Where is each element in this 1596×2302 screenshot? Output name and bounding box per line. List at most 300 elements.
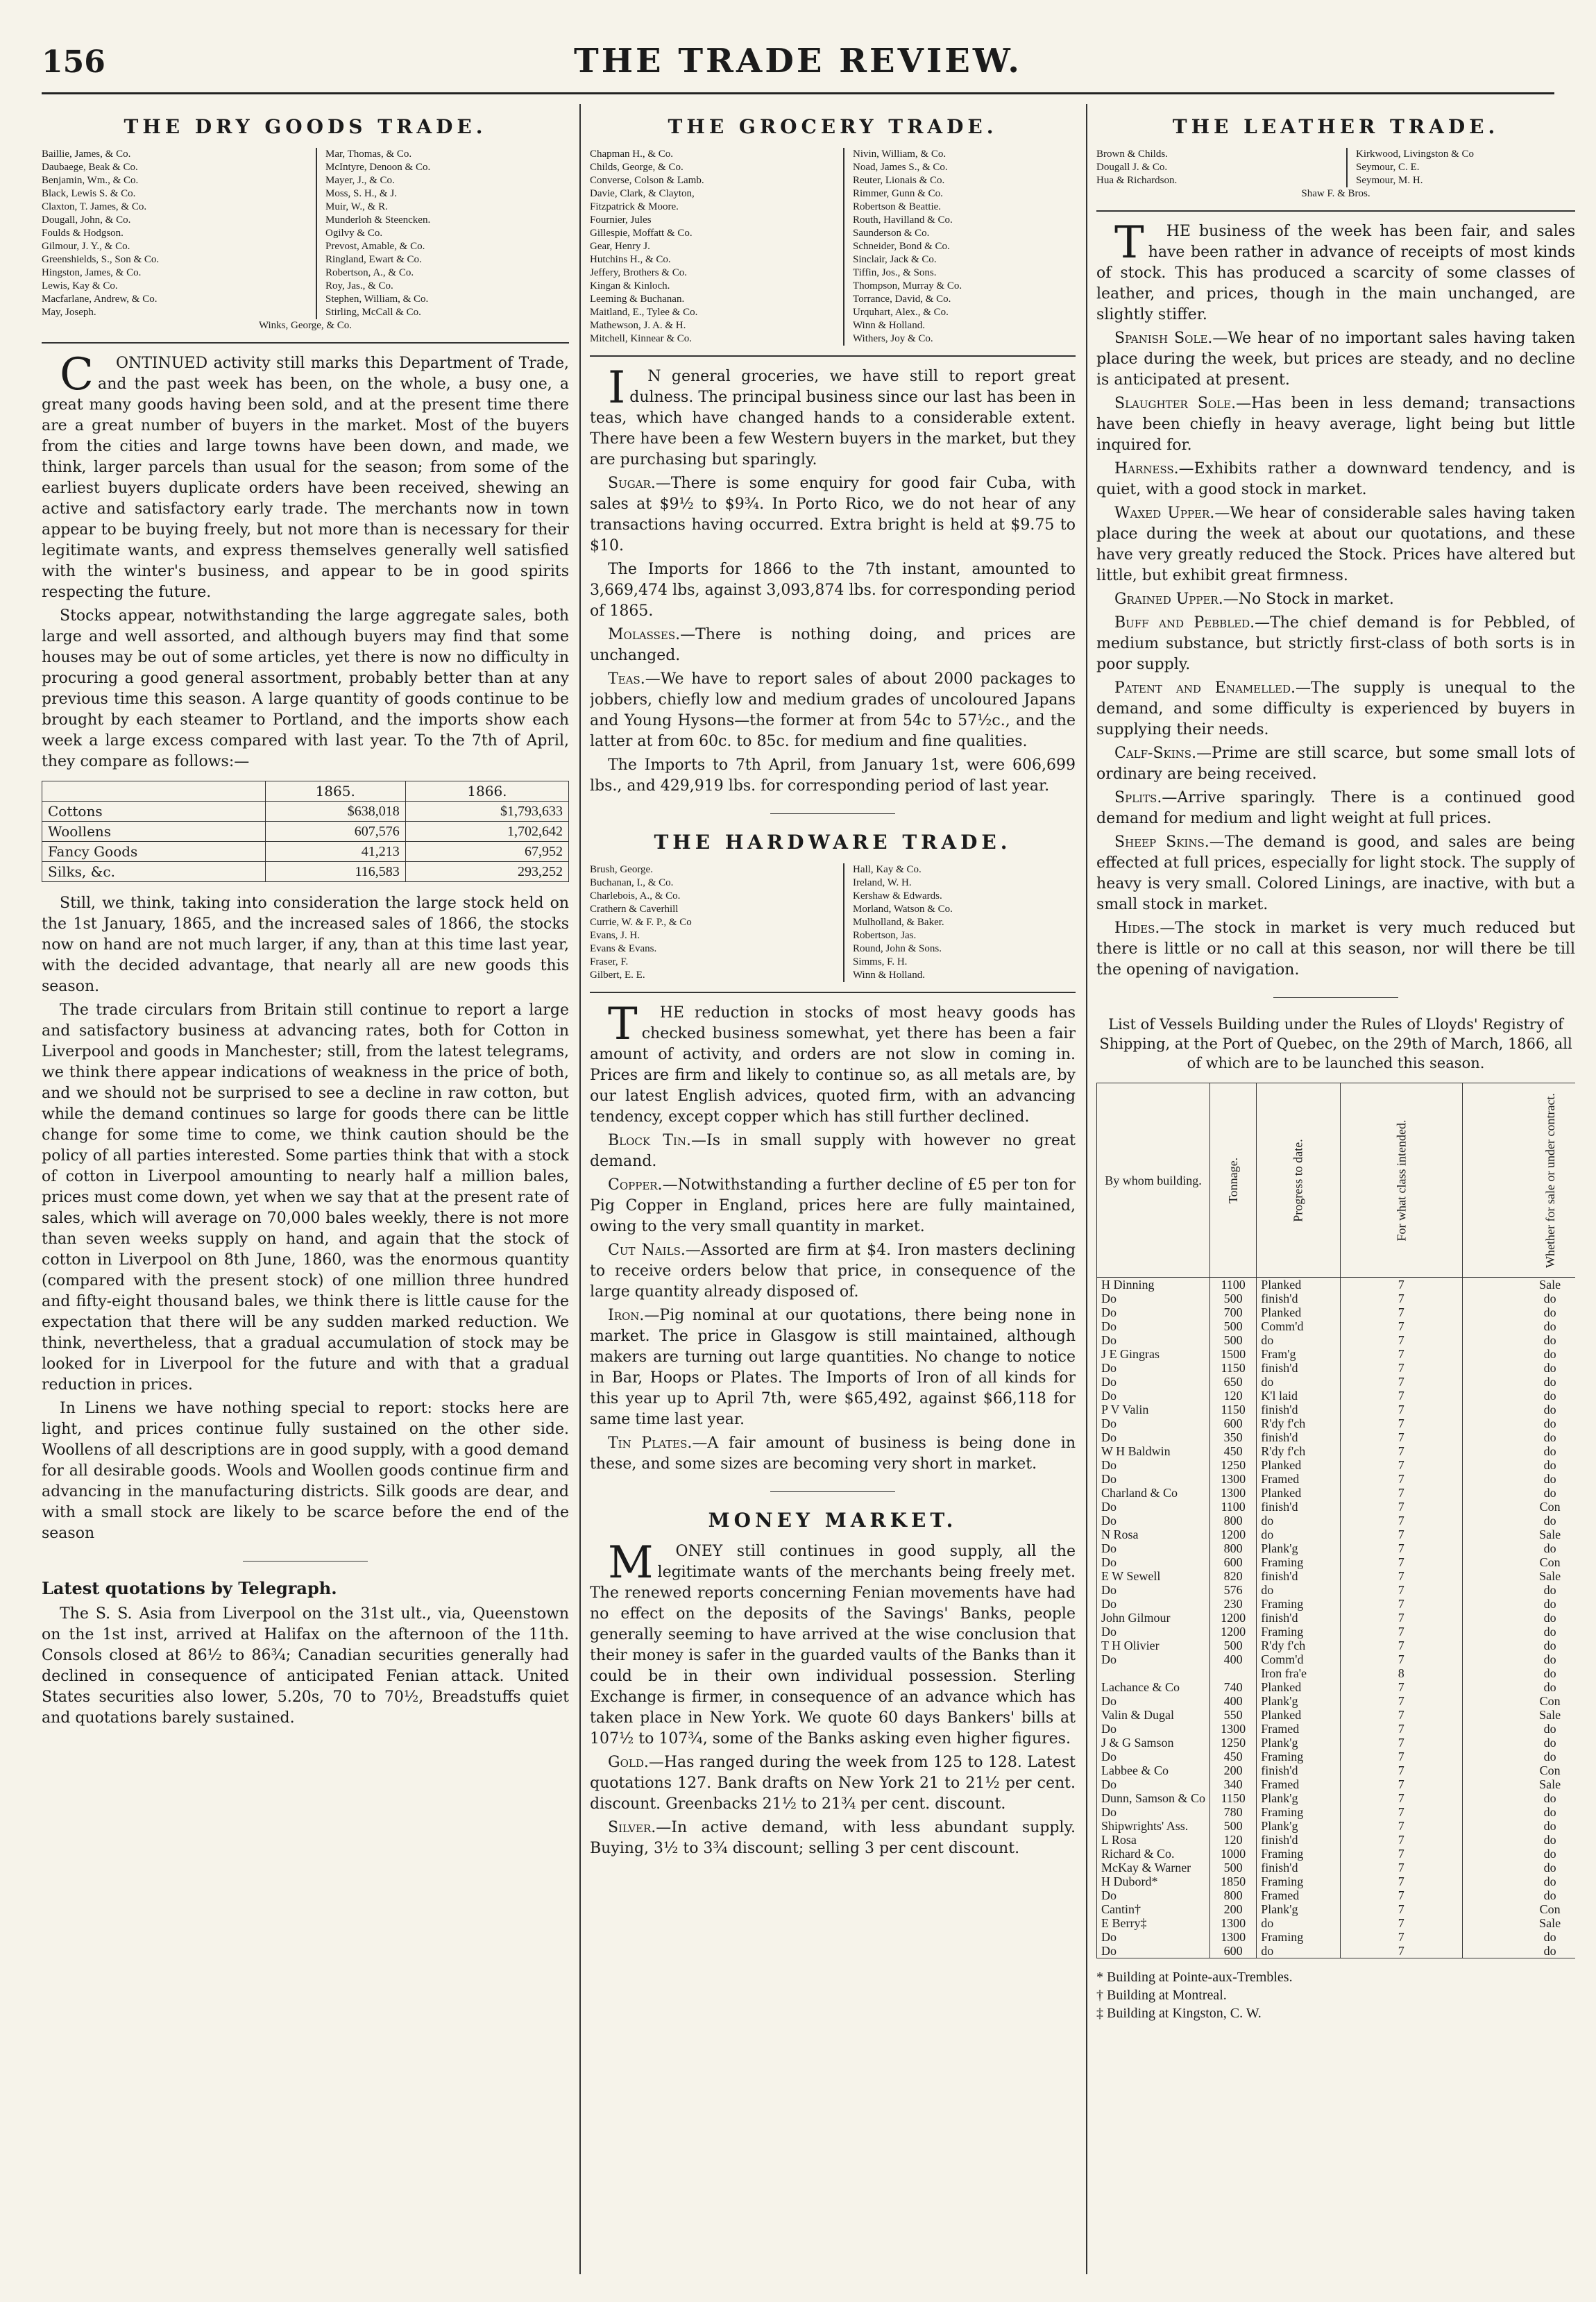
- roster-entry: Rimmer, Gunn & Co.: [853, 188, 943, 199]
- table-cell: $1,793,633: [405, 802, 568, 822]
- roster-entry: Brown & Childs.: [1096, 149, 1168, 160]
- lead-cut-nails: Cut Nails.: [608, 1242, 686, 1259]
- table-cell: 116,583: [265, 862, 405, 882]
- vessel-cell: do: [1462, 1847, 1575, 1861]
- vessel-cell: Plank'g: [1257, 1819, 1340, 1833]
- vessel-cell: Comm'd: [1257, 1319, 1340, 1333]
- lead-molasses: Molasses.: [608, 626, 681, 643]
- divider: [590, 992, 1076, 993]
- vessels-header-label: Tonnage.: [1226, 1157, 1241, 1203]
- vessel-cell: finish'd: [1257, 1833, 1340, 1847]
- roster-entry: Greenshields, S., Son & Co.: [42, 254, 160, 265]
- vessel-cell: Richard & Co.: [1097, 1847, 1210, 1861]
- roster-right: [843, 863, 1076, 982]
- vessel-cell: 7: [1340, 1527, 1462, 1541]
- roster-entry: Davie, Clark, & Clayton,: [590, 188, 695, 199]
- vessel-cell: 1200: [1210, 1625, 1257, 1639]
- vessel-row: [1097, 1888, 1576, 1902]
- vessel-note: ‡ Building at Kingston, C. W.: [1096, 2006, 1262, 2021]
- roster-entry: Stephen, William, & Co.: [325, 294, 429, 305]
- vessel-cell: 7: [1340, 1916, 1462, 1930]
- vessels-header-cell: [1462, 1083, 1575, 1278]
- lead-teas: Teas.: [608, 670, 645, 688]
- column-dry-goods: [42, 104, 569, 2274]
- vessel-cell: Do: [1097, 1750, 1210, 1763]
- vessel-cell: 1300: [1210, 1486, 1257, 1500]
- vessel-cell: 230: [1210, 1597, 1257, 1611]
- vessel-cell: do: [1462, 1305, 1575, 1319]
- vessel-row: [1097, 1680, 1576, 1694]
- section-heading-money: MONEY MARKET.: [708, 1509, 958, 1532]
- vessel-cell: Do: [1097, 1930, 1210, 1944]
- vessel-cell: 500: [1210, 1333, 1257, 1347]
- vessel-cell: Charland & Co: [1097, 1486, 1210, 1500]
- roster-entry: Evans & Evans.: [590, 943, 657, 954]
- vessel-cell: 450: [1210, 1750, 1257, 1763]
- vessel-cell: R'dy f'ch: [1257, 1416, 1340, 1430]
- vessel-cell: 600: [1210, 1944, 1257, 1958]
- roster-entry: Munderloh & Steencken.: [325, 214, 431, 226]
- leather-item-lead: Grained Upper.: [1114, 591, 1223, 608]
- lead-tin-plates: Tin Plates.: [608, 1434, 693, 1452]
- vessels-header-cell: [1257, 1083, 1340, 1278]
- vessels-header-row: [1097, 1083, 1576, 1278]
- vessel-cell: 550: [1210, 1708, 1257, 1722]
- vessel-cell: 7: [1340, 1430, 1462, 1444]
- vessel-cell: do: [1462, 1472, 1575, 1486]
- vessel-cell: 200: [1210, 1763, 1257, 1777]
- vessel-cell: 576: [1210, 1583, 1257, 1597]
- roster-entry: Seymour, M. H.: [1356, 175, 1423, 186]
- gold-text: —Has ranged during the week from 125 to 128. Latest quotations 127. Bank drafts on New York 21 to 21½ per cent. discount. Greenbacks 21½ to 21¾ per cent. discount.: [590, 1754, 1076, 1813]
- vessel-cell: do: [1462, 1652, 1575, 1666]
- vessel-cell: 1250: [1210, 1458, 1257, 1472]
- grocery-sugar: [590, 473, 1076, 557]
- leather-para-1: THE business of the week has been fair, and sales have been rather in advance of receipts of most kinds of stock. This has produced a scarcity of some classes of leather, and prices, though in the main unchanged, are slightly stiffer.: [1096, 217, 1575, 323]
- vessel-cell: do: [1257, 1944, 1340, 1958]
- grocery-teas: [590, 669, 1076, 752]
- leather-item-text: —Arrive sparingly. There is a continued good demand for medium and light weight at full prices.: [1096, 789, 1575, 827]
- roster-entry: Jeffery, Brothers & Co.: [590, 267, 687, 278]
- vessel-cell: Do: [1097, 1319, 1210, 1333]
- vessel-row: [1097, 1611, 1576, 1625]
- silver-text: —In active demand, with less abundant supply. Buying, 3½ to 3¾ discount; selling 3 per cent discount.: [590, 1819, 1076, 1857]
- roster-entry: Mar, Thomas, & Co.: [325, 149, 412, 160]
- column-leather: [1096, 104, 1575, 2274]
- vessel-cell: Do: [1097, 1500, 1210, 1514]
- vessel-cell: do: [1462, 1514, 1575, 1527]
- vessel-cell: Planked: [1257, 1708, 1340, 1722]
- vessel-row: [1097, 1541, 1576, 1555]
- roster-entry: Baillie, James, & Co.: [42, 149, 131, 160]
- vessel-row: [1097, 1666, 1576, 1680]
- section-heading-hardware: THE HARDWARE TRADE.: [654, 831, 1012, 854]
- vessel-cell: P V Valin: [1097, 1403, 1210, 1416]
- vessel-cell: 820: [1210, 1569, 1257, 1583]
- vessel-cell: 1850: [1210, 1874, 1257, 1888]
- molasses-text: —There is nothing doing, and prices are unchanged.: [590, 626, 1076, 664]
- vessel-cell: 120: [1210, 1833, 1257, 1847]
- vessel-cell: do: [1462, 1639, 1575, 1652]
- vessel-row: [1097, 1555, 1576, 1569]
- vessel-cell: 7: [1340, 1458, 1462, 1472]
- leather-item: [1096, 393, 1575, 456]
- vessel-cell: Framed: [1257, 1888, 1340, 1902]
- sugar-text: —There is some enquiry for good fair Cuba, with sales at $9½ to $9¾. In Porto Rico, we do not hear of any transactions having occurred. Extra bright is held at $9.75 to $10.: [590, 475, 1076, 555]
- vessel-row: [1097, 1416, 1576, 1430]
- vessel-row: [1097, 1319, 1576, 1333]
- vessel-cell: Planked: [1257, 1486, 1340, 1500]
- roster-left: [590, 148, 822, 346]
- vessel-cell: finish'd: [1257, 1403, 1340, 1416]
- roster-entry: Prevost, Amable, & Co.: [325, 241, 425, 252]
- roster-entry: Urquhart, Alex., & Co.: [853, 307, 949, 318]
- roster-entry: Gilbert, E. E.: [590, 970, 645, 981]
- vessel-cell: do: [1257, 1916, 1340, 1930]
- vessel-cell: 7: [1340, 1750, 1462, 1763]
- vessels-header-label: Whether for sale or under contract.: [1543, 1092, 1557, 1268]
- vessel-cell: Sale: [1462, 1527, 1575, 1541]
- column-rule: [579, 104, 581, 2274]
- vessel-cell: do: [1462, 1791, 1575, 1805]
- vessel-cell: Con: [1462, 1694, 1575, 1708]
- vessel-cell: do: [1462, 1805, 1575, 1819]
- vessel-cell: Do: [1097, 1722, 1210, 1736]
- vessel-row: [1097, 1278, 1576, 1292]
- table-cell: Fancy Goods: [42, 842, 266, 862]
- nails-text: —Assorted are firm at $4. Iron masters declining to receive orders below that price, in consequence of the large quantity already disposed of.: [590, 1242, 1076, 1301]
- roster-entry: Hua & Richardson.: [1096, 175, 1178, 186]
- roster-entry: Currie, W. & F. P., & Co: [590, 917, 692, 928]
- divider: [243, 1561, 368, 1562]
- vessel-cell: Do: [1097, 1514, 1210, 1527]
- roster-entry: Claxton, T. James, & Co.: [42, 201, 147, 212]
- roster-entry: May, Joseph.: [42, 307, 96, 318]
- imports-comparison-table: [42, 781, 569, 882]
- vessel-cell: 7: [1340, 1680, 1462, 1694]
- vessel-cell: Do: [1097, 1541, 1210, 1555]
- roster-entry: Winn & Holland.: [853, 970, 925, 981]
- vessel-cell: do: [1462, 1874, 1575, 1888]
- vessel-cell: Comm'd: [1257, 1652, 1340, 1666]
- vessel-cell: 7: [1340, 1930, 1462, 1944]
- vessel-cell: 7: [1340, 1611, 1462, 1625]
- vessel-cell: 7: [1340, 1375, 1462, 1389]
- vessel-cell: Planked: [1257, 1458, 1340, 1472]
- vessel-cell: 7: [1340, 1708, 1462, 1722]
- vessel-cell: do: [1462, 1403, 1575, 1416]
- page-number: 156: [42, 44, 105, 80]
- vessel-cell: Sale: [1462, 1708, 1575, 1722]
- vessel-cell: do: [1462, 1736, 1575, 1750]
- vessel-cell: [1210, 1666, 1257, 1680]
- roster-entry: Moss, S. H., & J.: [325, 188, 397, 199]
- leather-item-lead: Splits.: [1114, 789, 1162, 806]
- vessel-cell: Do: [1097, 1361, 1210, 1375]
- vessel-cell: T H Olivier: [1097, 1639, 1210, 1652]
- vessel-cell: do: [1462, 1861, 1575, 1874]
- vessel-cell: do: [1462, 1444, 1575, 1458]
- vessel-cell: R'dy f'ch: [1257, 1639, 1340, 1652]
- table-row: [42, 822, 569, 842]
- roster-entry: Hutchins H., & Co.: [590, 254, 671, 265]
- leather-item: [1096, 459, 1575, 500]
- leather-item-lead: Slaughter Sole.: [1114, 395, 1237, 412]
- vessel-row: [1097, 1930, 1576, 1944]
- vessel-row: [1097, 1347, 1576, 1361]
- vessel-cell: 7: [1340, 1833, 1462, 1847]
- vessel-cell: 500: [1210, 1292, 1257, 1305]
- vessel-cell: 780: [1210, 1805, 1257, 1819]
- leather-item-text: —The chief demand is for Pebbled, of medium substance, but strictly first-class of both sorts is in poor supply.: [1096, 614, 1575, 673]
- vessel-cell: Con: [1462, 1500, 1575, 1514]
- vessel-cell: 1100: [1210, 1278, 1257, 1292]
- vessel-cell: N Rosa: [1097, 1527, 1210, 1541]
- vessel-cell: 7: [1340, 1791, 1462, 1805]
- vessels-header-cell: [1340, 1083, 1462, 1278]
- vessel-cell: Planked: [1257, 1680, 1340, 1694]
- vessel-row: [1097, 1305, 1576, 1319]
- hardware-tin: [590, 1131, 1076, 1172]
- vessel-cell: 7: [1340, 1486, 1462, 1500]
- vessel-cell: K'l laid: [1257, 1389, 1340, 1403]
- vessel-cell: Do: [1097, 1375, 1210, 1389]
- vessel-row: [1097, 1389, 1576, 1403]
- vessel-cell: Sale: [1462, 1569, 1575, 1583]
- leather-item: [1096, 328, 1575, 391]
- roster-entry: Withers, Joy & Co.: [853, 333, 933, 344]
- vessel-cell: do: [1462, 1361, 1575, 1375]
- leather-item: [1096, 918, 1575, 981]
- vessel-cell: Do: [1097, 1472, 1210, 1486]
- vessel-cell: 1300: [1210, 1916, 1257, 1930]
- vessel-row: [1097, 1292, 1576, 1305]
- vessel-row: [1097, 1944, 1576, 1958]
- vessel-row: [1097, 1750, 1576, 1763]
- vessel-cell: 800: [1210, 1541, 1257, 1555]
- vessel-cell: do: [1462, 1597, 1575, 1611]
- vessel-cell: Con: [1462, 1555, 1575, 1569]
- vessel-cell: 7: [1340, 1278, 1462, 1292]
- vessel-cell: do: [1462, 1625, 1575, 1639]
- vessel-cell: do: [1462, 1389, 1575, 1403]
- vessel-cell: finish'd: [1257, 1500, 1340, 1514]
- vessel-cell: 400: [1210, 1694, 1257, 1708]
- roster-footer: Shaw F. & Bros.: [1301, 188, 1370, 199]
- vessel-cell: 500: [1210, 1819, 1257, 1833]
- vessel-cell: 1150: [1210, 1361, 1257, 1375]
- vessel-cell: R'dy f'ch: [1257, 1444, 1340, 1458]
- roster-entry: Ogilvy & Co.: [325, 228, 383, 239]
- vessel-cell: do: [1462, 1930, 1575, 1944]
- tin-text: —Is in small supply with however no great demand.: [590, 1132, 1076, 1170]
- divider: [770, 813, 895, 814]
- vessel-row: [1097, 1569, 1576, 1583]
- grocery-imports: The Imports for 1866 to the 7th instant, amounted to 3,669,474 lbs, against 3,093,874 lbs. for corresponding period of 1865.: [590, 561, 1076, 620]
- vessel-cell: do: [1462, 1833, 1575, 1847]
- lead-sugar: Sugar.: [608, 475, 656, 492]
- vessels-notes: [1096, 1968, 1575, 2022]
- vessel-cell: do: [1462, 1319, 1575, 1333]
- vessel-cell: 500: [1210, 1319, 1257, 1333]
- roster-entry: Charlebois, A., & Co.: [590, 890, 681, 902]
- vessel-cell: 7: [1340, 1403, 1462, 1416]
- vessel-cell: Do: [1097, 1597, 1210, 1611]
- hardware-copper: [590, 1175, 1076, 1237]
- dry-goods-para-5: In Linens we have nothing special to report: stocks here are light, and prices continue fully sustained on the other side. Woollens of all descriptions are in good supply, with a good demand for all desirable goods. Wools and Woollen goods continue firm and advancing in the manufacturing districts. Silk goods are dear, and with a small stock are likely to be scarce before the end of the season: [42, 1400, 569, 1542]
- roster-entry: Foulds & Hodgson.: [42, 228, 124, 239]
- vessel-cell: Do: [1097, 1694, 1210, 1708]
- vessel-cell: Con: [1462, 1763, 1575, 1777]
- vessel-cell: 7: [1340, 1736, 1462, 1750]
- vessel-cell: 1100: [1210, 1500, 1257, 1514]
- vessel-cell: 740: [1210, 1680, 1257, 1694]
- table-cell: Woollens: [42, 822, 266, 842]
- vessel-cell: 1300: [1210, 1472, 1257, 1486]
- roster-entry: Childs, George, & Co.: [590, 162, 684, 173]
- leather-roster: [1096, 148, 1575, 201]
- vessel-row: [1097, 1500, 1576, 1514]
- vessel-cell: Do: [1097, 1292, 1210, 1305]
- roster-entry: Ringland, Ewart & Co.: [325, 254, 422, 265]
- vessel-cell: Shipwrights' Ass.: [1097, 1819, 1210, 1833]
- roster-entry: Gillespie, Moffatt & Co.: [590, 228, 693, 239]
- vessel-cell: Do: [1097, 1305, 1210, 1319]
- masthead: [42, 39, 1554, 94]
- vessel-cell: do: [1462, 1722, 1575, 1736]
- vessel-cell: E Berry‡: [1097, 1916, 1210, 1930]
- leather-item-text: —The demand is good, and sales are being effected at full prices, especially for light stock. The supply of heavy is very small. Colored Linings, are inactive, with but a small stock in market.: [1096, 833, 1575, 913]
- vessel-cell: Iron fra'e: [1257, 1666, 1340, 1680]
- vessel-cell: 340: [1210, 1777, 1257, 1791]
- leather-items: [1096, 328, 1575, 981]
- dry-goods-para-4: The trade circulars from Britain still continue to report a large and satisfactory business at advancing rates, both for Cotton in Liverpool and goods in Manchester; still, from the latest telegrams, we think there appear indications of weakness in the price of both, and we should not be surprised to see a decline in raw cotton, but while the demand continues so large for goods there can be little change for some time to come, we think caution should be the policy of all parties interested. Some parties think that with a stock of cotton in Liverpool amounting to nearly half a million bales, prices must come down, yet when we say that at the present rate of sales, which will average on 70,000 bales weekly, there is not more than seven weeks supply on hand, and again that the stock of cotton in Liverpool on 8th June, 1860, was the enormous quantity (compared with the present stock) of one million three hundred and fifty-eight thousand bales, we think there is little cause for the expectation that there will be any sudden marked reduction. We think, nevertheless, that a gradual accumulation of stock may be looked for in Liverpool for the future and with that a gradual reduction in prices.: [42, 1001, 569, 1394]
- roster-entry: Stirling, McCall & Co.: [325, 307, 421, 318]
- grocery-roster: [590, 148, 1076, 346]
- vessel-cell: 500: [1210, 1639, 1257, 1652]
- copper-text: —Notwithstanding a further decline of £5 per ton for Pig Copper in England, prices here are fully maintained, owing to the very small quantity in market.: [590, 1176, 1076, 1235]
- roster-entry: Leeming & Buchanan.: [590, 294, 685, 305]
- vessel-cell: 1500: [1210, 1347, 1257, 1361]
- vessel-cell: Framing: [1257, 1847, 1340, 1861]
- money-silver: [590, 1818, 1076, 1859]
- vessel-cell: 7: [1340, 1902, 1462, 1916]
- roster-entry: Converse, Colson & Lamb.: [590, 175, 704, 186]
- roster-entry: Chapman H., & Co.: [590, 149, 673, 160]
- vessel-cell: do: [1462, 1666, 1575, 1680]
- vessel-cell: 1300: [1210, 1722, 1257, 1736]
- leather-item-lead: Buff and Pebbled.: [1114, 614, 1255, 632]
- vessel-cell: do: [1462, 1458, 1575, 1472]
- vessel-cell: Sale: [1462, 1777, 1575, 1791]
- vessels-header-cell: [1097, 1083, 1210, 1278]
- vessel-cell: 7: [1340, 1569, 1462, 1583]
- vessel-cell: finish'd: [1257, 1611, 1340, 1625]
- vessel-cell: 7: [1340, 1347, 1462, 1361]
- roster-entry: Benjamin, Wm., & Co.: [42, 175, 139, 186]
- telegraph-para: The S. S. Asia from Liverpool on the 31st ult., via, Queenstown on the 1st inst, arrived at Halifax on the afternoon of the 11th. Consols closed at 86½ to 86¾; Canadian securities generally had declined in consequence of anticipated Fenian attack. United States securities also lower, 5.20s, 70 to 70½, Breadstuffs quiet and quotations barely sustained.: [42, 1605, 569, 1727]
- vessel-cell: Do: [1097, 1805, 1210, 1819]
- vessel-cell: 500: [1210, 1861, 1257, 1874]
- section-heading-dry-goods: THE DRY GOODS TRADE.: [124, 115, 487, 138]
- vessel-cell: 350: [1210, 1430, 1257, 1444]
- vessel-cell: do: [1462, 1944, 1575, 1958]
- vessel-row: [1097, 1916, 1576, 1930]
- roster-entry: Routh, Havilland & Co.: [853, 214, 953, 226]
- vessel-cell: do: [1462, 1375, 1575, 1389]
- leather-item-lead: Harness.: [1114, 460, 1179, 477]
- table-header-cell: [42, 781, 266, 802]
- vessel-cell: Plank'g: [1257, 1902, 1340, 1916]
- hardware-roster: [590, 863, 1076, 982]
- vessel-cell: 1250: [1210, 1736, 1257, 1750]
- roster-left: [1096, 148, 1325, 187]
- money-para-1: MONEY still continues in good supply, all the legitimate wants of the merchants being freely met. The renewed reports concerning Fenian movements have had no effect on the deposits of the Savings' Banks, people generally seeming to have arrived at the wise conclusion that their money is safer in the guarded vaults of the Banks than it could be in their own individual possession. Sterling Exchange is firmer, in consequence of an advance which has taken place in New York. We quote 60 days Bankers' bills at 107½ to 107¾, some of the Banks asking even higher figures.: [590, 1537, 1076, 1747]
- leather-item: [1096, 743, 1575, 785]
- roster-entry: Sinclair, Jack & Co.: [853, 254, 937, 265]
- leather-item-lead: Sheep Skins.: [1114, 833, 1209, 851]
- vessel-cell: E W Sewell: [1097, 1569, 1210, 1583]
- vessel-cell: 7: [1340, 1847, 1462, 1861]
- table-cell: Cottons: [42, 802, 266, 822]
- leather-item-lead: Calf-Skins.: [1114, 745, 1197, 762]
- vessel-cell: Do: [1097, 1888, 1210, 1902]
- vessel-cell: do: [1462, 1541, 1575, 1555]
- table-cell: 607,576: [265, 822, 405, 842]
- leather-item: [1096, 832, 1575, 915]
- roster-entry: Round, John & Sons.: [853, 943, 942, 954]
- vessel-row: [1097, 1736, 1576, 1750]
- column-rule: [1086, 104, 1087, 2274]
- hardware-nails: [590, 1240, 1076, 1303]
- vessel-cell: Framing: [1257, 1750, 1340, 1763]
- vessel-row: [1097, 1694, 1576, 1708]
- vessels-header-label: By whom building.: [1105, 1173, 1202, 1187]
- roster-right: [1346, 148, 1575, 187]
- vessel-cell: Framed: [1257, 1472, 1340, 1486]
- vessel-row: [1097, 1403, 1576, 1416]
- vessel-cell: Labbee & Co: [1097, 1763, 1210, 1777]
- vessel-cell: do: [1462, 1680, 1575, 1694]
- vessel-row: [1097, 1625, 1576, 1639]
- vessel-row: [1097, 1527, 1576, 1541]
- roster-right: [843, 148, 1076, 346]
- dry-goods-para-3: Still, we think, taking into consideration the large stock held on the 1st January, 1865, and the increased sales of 1866, the stocks now on hand are not much larger, if any, than at this time last year, with the decided advantage, that nearly all are new goods this season.: [42, 895, 569, 995]
- roster-right: [316, 148, 569, 319]
- column-grocery-hardware-money: [590, 104, 1076, 2274]
- vessel-cell: Sale: [1462, 1916, 1575, 1930]
- roster-entry: Saunderson & Co.: [853, 228, 930, 239]
- vessel-cell: Planked: [1257, 1278, 1340, 1292]
- roster-left: [590, 863, 822, 982]
- money-gold: [590, 1752, 1076, 1815]
- vessel-cell: W H Baldwin: [1097, 1444, 1210, 1458]
- vessel-row: [1097, 1333, 1576, 1347]
- leather-item-lead: Patent and Enamelled.: [1114, 679, 1296, 697]
- vessel-row: [1097, 1819, 1576, 1833]
- paper-title: THE TRADE REVIEW.: [573, 42, 1023, 81]
- dry-goods-roster: [42, 148, 569, 332]
- vessel-cell: 7: [1340, 1625, 1462, 1639]
- vessel-row: [1097, 1861, 1576, 1874]
- vessel-cell: 800: [1210, 1514, 1257, 1527]
- lead-silver: Silver.: [608, 1819, 656, 1836]
- vessel-cell: Framing: [1257, 1625, 1340, 1639]
- vessel-cell: Framed: [1257, 1722, 1340, 1736]
- roster-entry: McIntyre, Denoon & Co.: [325, 162, 431, 173]
- vessel-cell: Plank'g: [1257, 1694, 1340, 1708]
- vessel-cell: 400: [1210, 1652, 1257, 1666]
